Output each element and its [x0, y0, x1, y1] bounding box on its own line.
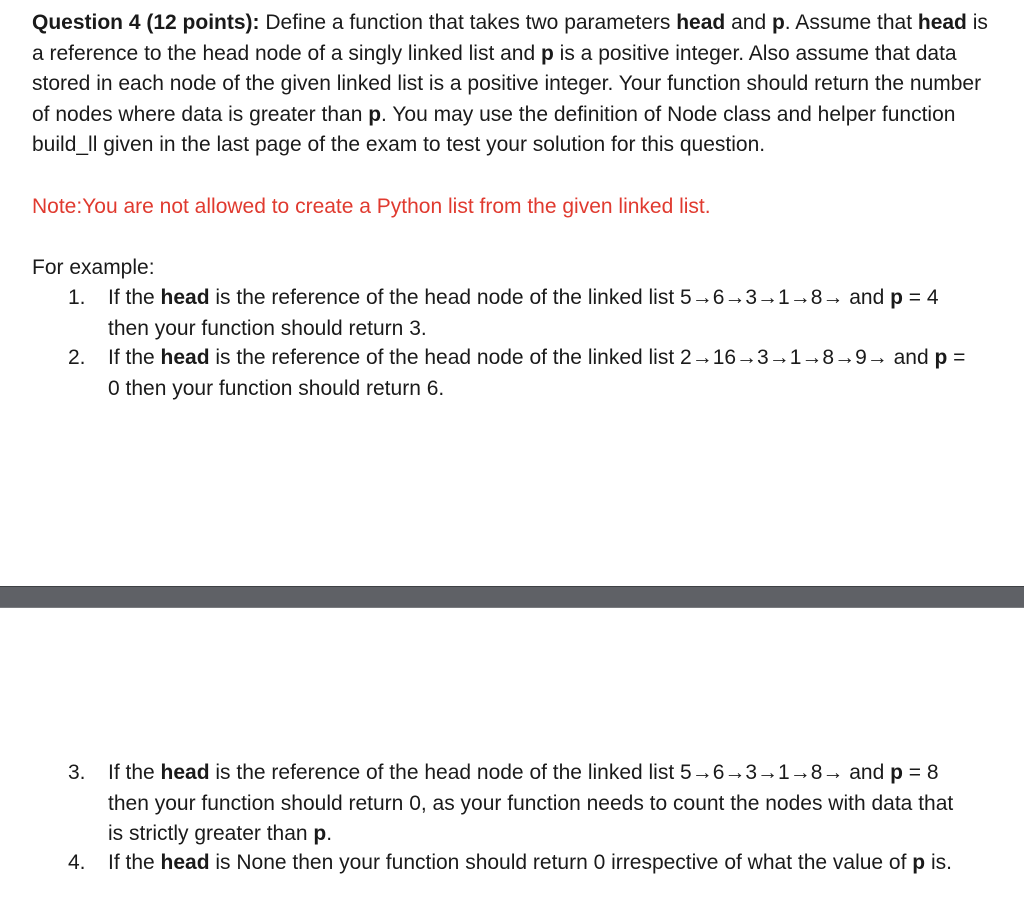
- document-page-bottom: [0, 608, 1024, 924]
- example-text: If the head is the reference of the head node of the linked list 2→16→3→1→8→9→ and p = 0 then your function should return 6.: [108, 346, 966, 400]
- note-text: Note:You are not allowed to create a Python list from the given linked list.: [32, 195, 711, 218]
- list-number: 4.: [68, 851, 86, 874]
- example-text: If the head is the reference of the head node of the linked list 5→6→3→1→8→ and p = 8 then your function should return 0, as your function needs to count the nodes with data that is strictly greater than p.: [108, 761, 954, 845]
- list-number: 1.: [68, 286, 86, 309]
- list-number: 3.: [68, 761, 86, 784]
- example-text: If the head is the reference of the head node of the linked list 5→6→3→1→8→ and p = 4 then your function should return 3.: [108, 286, 939, 340]
- question-text: Question 4 (12 points): Define a function that takes two parameters head and p. Assume that head is a reference to the head node of a singly linked list and p is a positive integer. Also assume that data stored in each node of the given linked list is a positive integer. Your function should return the number of nodes where data is greater than p. You may use the definition of Node class and helper function build_ll given in the last page of the exam to test your solution for this question.: [32, 11, 988, 156]
- question-title: Question 4 (12 points):: [32, 11, 260, 34]
- example-text: If the head is None then your function should return 0 irrespective of what the value of p is.: [108, 851, 952, 874]
- page-separator: [0, 586, 1024, 608]
- list-number: 2.: [68, 346, 86, 369]
- param-head: head: [676, 11, 726, 34]
- param-p: p: [771, 11, 785, 34]
- for-example-label: For example:: [32, 256, 155, 279]
